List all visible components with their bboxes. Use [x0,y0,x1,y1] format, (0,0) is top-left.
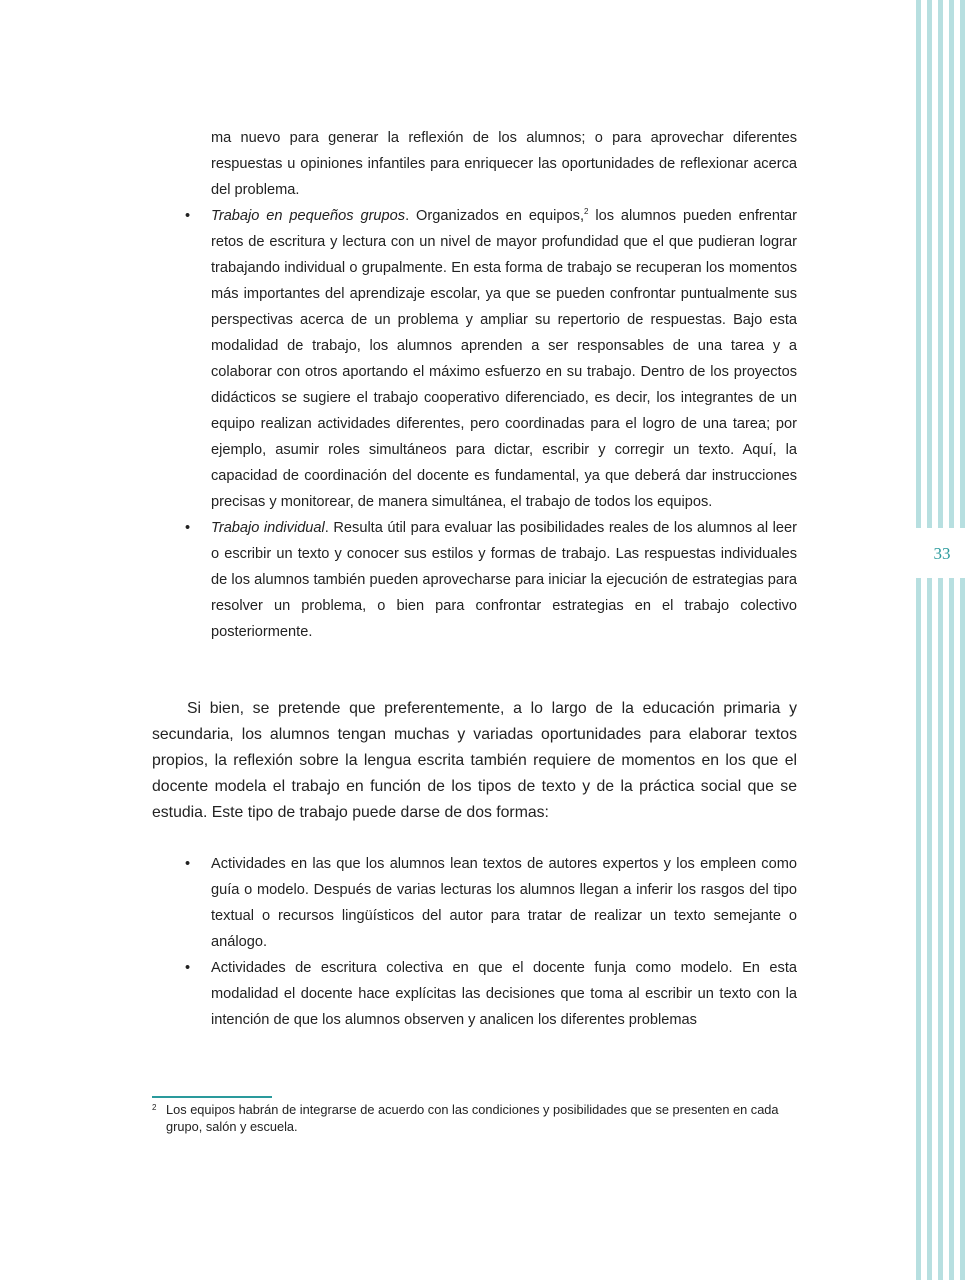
bullet-continuation [152,125,797,203]
page-number: 33 [933,544,951,563]
stripe [949,0,954,1280]
footnote-reference[interactable]: 2 [584,207,589,217]
bullet-item-collective-writing [152,955,797,1033]
bullet-item-individual-work [152,515,797,645]
bullet-item-expert-texts [152,851,797,955]
bullet-icon: • [185,856,191,872]
body-paragraph-block [152,696,797,826]
continuation-text: ma nuevo para generar la reflexión de los alumnos; o para aprovechar diferentes respuestas u opiniones infantiles para enriquecer las oportunidades de reflexionar acerca del problema. [211,130,797,198]
bullet-text: . Resulta útil para evaluar las posibilidades reales de los alumnos al leer o escribir un texto y conocer sus estilos y formas de trabajo. Las respuestas individuales de los alumnos también pueden aprovecharse para iniciar la ejecución de estrategias para resolver un problema, o bien para confrontar estrategias en el trabajo colectivo posteriormente. [211,520,797,640]
footnote [152,1101,797,1135]
bullet-text: los alumnos pueden enfrentar retos de escritura y lectura con un nivel de mayor profundidad que el que pudieran lograr trabajando individual o grupalmente. En esta forma de trabajo se recuperan los momentos más importantes del aprendizaje escolar, ya que se pueden confrontar puntualmente sus perspectivas acerca de un problema y ampliar su repertorio de respuestas. Bajo esta modalidad de trabajo, los alumnos aprenden a ser responsables de una tarea y a colaborar con otros aportando el máximo esfuerzo en su trabajo. Dentro de los proyectos didácticos se sugiere el trabajo cooperativo diferenciado, es decir, los integrantes de un equipo realizan actividades diferentes, pero coordinadas para el logro de una tarea; por ejemplo, asumir roles simultáneos para dictar, escribir y corregir un texto. Aquí, la capacidad de coordinación del docente es fundamental, ya que deberá dar instrucciones precisas y monitorear, de manera simultánea, el trabajo de todos los equipos. [211,208,797,510]
bullet-icon: • [185,960,191,976]
bullet-icon: • [185,520,191,536]
stripe [916,0,921,1280]
margin-stripes [912,0,972,1280]
stripe [960,0,965,1280]
bullet-icon: • [185,208,191,224]
bullet-text: Actividades en las que los alumnos lean textos de autores expertos y los empleen como guía o modelo. Después de varias lecturas los alumnos llegan a inferir los rasgos del tipo textual o recursos lingüísticos del autor para tratar de realizar un texto semejante o análogo. [211,856,797,950]
bullet-item-group-work [152,203,797,515]
bullet-list-continued [152,125,797,645]
stripe [927,0,932,1280]
footnote-divider [152,1096,272,1098]
footnote-mark: 2 [152,1103,157,1112]
bullet-title: Trabajo en pequeños grupos [211,208,406,224]
bullet-title: Trabajo individual [211,520,325,536]
bullet-list-modeling [152,851,797,1033]
bullet-lead: . Organizados en equipos, [405,208,584,224]
stripe [938,0,943,1280]
footnote-text: Los equipos habrán de integrarse de acuerdo con las condiciones y posibilidades que se presenten en cada grupo, salón y escuela. [166,1102,779,1134]
body-paragraph: Si bien, se pretende que preferentemente, a lo largo de la educación primaria y secundaria, los alumnos tengan muchas y variadas oportunidades para elaborar textos propios, la reflexión sobre la lengua escrita también requiere de momentos en los que el docente modela el trabajo en función de los tipos de texto y de la práctica social que se estudia. Este tipo de trabajo puede darse de dos formas: [152,700,797,821]
bullet-text: Actividades de escritura colectiva en que el docente funja como modelo. En esta modalidad el docente hace explícitas las decisiones que toma al escribir un texto con la intención de que los alumnos observen y analicen los diferentes problemas [211,960,797,1028]
